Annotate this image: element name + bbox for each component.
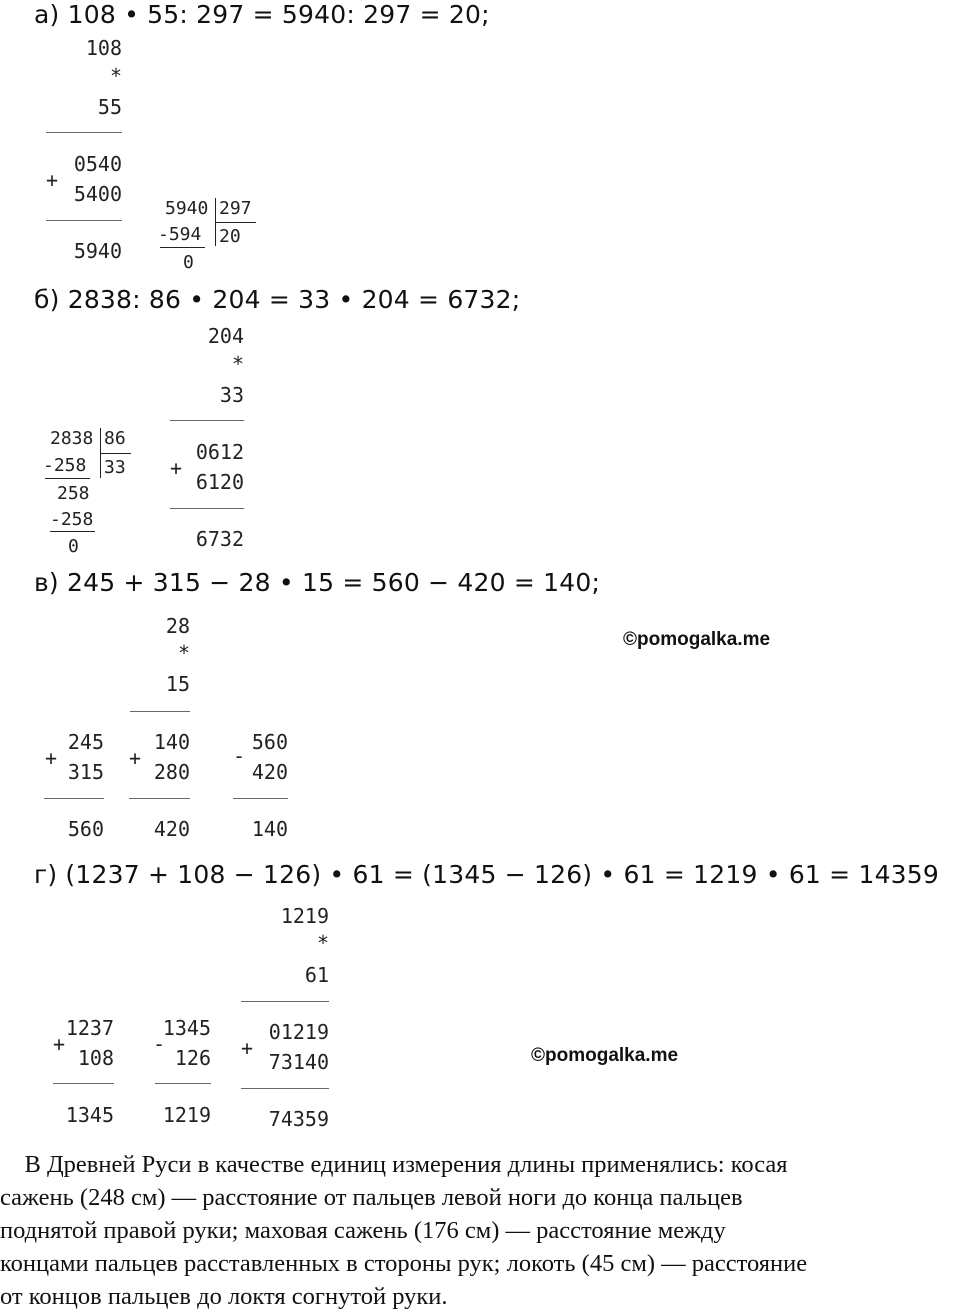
partial-1: 0540 (73, 152, 122, 176)
sum: 420 (153, 817, 190, 841)
mult-bottom: 55 (97, 95, 122, 119)
plus-sign: + (46, 168, 59, 192)
mult-top: 108 (85, 36, 122, 60)
subtrahend: 126 (174, 1046, 211, 1070)
divisor: 297 (219, 198, 252, 219)
sum-line (129, 798, 190, 799)
subtrahend-2: -258 (50, 509, 94, 530)
divisor-line (101, 453, 131, 454)
sum-line (44, 798, 104, 799)
plus-sign: + (129, 746, 142, 770)
sum-line (46, 220, 122, 221)
mult-op: * (316, 931, 329, 955)
partial-1: 0612 (195, 440, 244, 464)
quotient: 20 (219, 226, 241, 247)
paragraph-line: поднятой правой руки; маховая сажень (176 см) — расстояние между (0, 1217, 726, 1244)
sum-line (170, 508, 244, 509)
mult-line (241, 1001, 329, 1002)
partial-2: 73140 (268, 1050, 329, 1074)
equation-a: а) 108 • 55: 297 = 5940: 297 = 20; (34, 0, 490, 29)
mult-result: 74359 (268, 1107, 329, 1131)
minus-sign: - (153, 1032, 166, 1056)
sum-line (241, 1088, 329, 1089)
partial-1: 01219 (268, 1020, 329, 1044)
sum: 560 (67, 817, 104, 841)
plus-sign: + (170, 456, 183, 480)
addend-1: 1237 (65, 1016, 114, 1040)
plus-sign: + (241, 1036, 254, 1060)
minuend: 560 (251, 730, 288, 754)
addend-2: 108 (77, 1046, 114, 1070)
minus-sign: - (233, 744, 246, 768)
paragraph-line: концами пальцев расставленных в стороны рук; локоть (45 см) — расстояние (0, 1250, 808, 1277)
mult-top: 28 (165, 614, 190, 638)
mult-result: 6732 (195, 527, 244, 551)
history-paragraph (0, 1148, 960, 1313)
difference: 140 (251, 817, 288, 841)
quotient: 33 (104, 457, 126, 478)
minuend: 1345 (162, 1016, 211, 1040)
sub-line-2 (50, 531, 95, 532)
paragraph-line: В Древней Руси в качестве единиц измерения длины применялись: косая (0, 1151, 788, 1178)
sub-line (160, 247, 205, 248)
mult-line (46, 132, 122, 133)
remainder: 0 (68, 536, 79, 557)
sum-line (53, 1083, 114, 1084)
divisor-line (216, 222, 256, 223)
equation-v: в) 245 + 315 − 28 • 15 = 560 − 420 = 140; (34, 568, 601, 597)
addend-2: 315 (67, 760, 104, 784)
mult-line (170, 420, 244, 421)
mult-line (130, 711, 190, 712)
intermediate: 258 (57, 483, 90, 504)
mult-op: * (109, 64, 122, 88)
partial-2: 6120 (195, 470, 244, 494)
equation-g: г) (1237 + 108 − 126) • 61 = (1345 − 126) • 61 = 1219 • 61 = 14359 (34, 860, 939, 889)
divisor: 86 (104, 428, 126, 449)
plus-sign: + (45, 746, 58, 770)
subtrahend: -594 (158, 224, 202, 245)
difference-line (155, 1083, 211, 1084)
difference-line (233, 798, 288, 799)
sum: 1345 (65, 1103, 114, 1127)
remainder: 0 (183, 252, 194, 273)
addend-1: 245 (67, 730, 104, 754)
mult-bottom: 61 (304, 963, 329, 987)
subtrahend-1: -258 (43, 455, 87, 476)
mult-result: 5940 (73, 239, 122, 263)
addend-2: 280 (153, 760, 190, 784)
subtrahend: 420 (251, 760, 288, 784)
addend-1: 140 (153, 730, 190, 754)
paragraph-line: от концов пальцев до локтя согнутой руки. (0, 1283, 448, 1310)
partial-2: 5400 (73, 182, 122, 206)
mult-top: 1219 (280, 904, 329, 928)
watermark: ©pomogalka.me (623, 629, 771, 650)
dividend: 5940 (165, 198, 209, 219)
watermark: ©pomogalka.me (531, 1045, 679, 1066)
difference: 1219 (162, 1103, 211, 1127)
paragraph-line: сажень (248 см) — расстояние от пальцев левой ноги до конца пальцев (0, 1184, 743, 1211)
mult-bottom: 33 (219, 383, 244, 407)
mult-bottom: 15 (165, 672, 190, 696)
mult-top: 204 (207, 324, 244, 348)
sub-line-1 (45, 478, 90, 479)
equation-b: б) 2838: 86 • 204 = 33 • 204 = 6732; (34, 285, 521, 314)
plus-sign: + (53, 1032, 66, 1056)
mult-op: * (231, 352, 244, 376)
mult-op: * (177, 641, 190, 665)
dividend: 2838 (50, 428, 94, 449)
